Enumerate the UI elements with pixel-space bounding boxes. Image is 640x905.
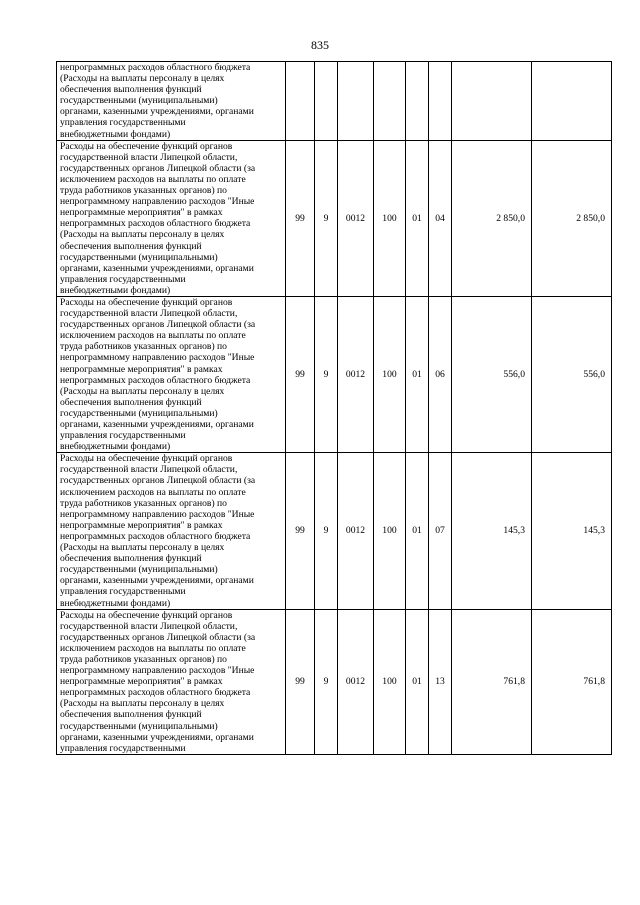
description-line: исключением расходов на выплаты по оплате [60,486,246,498]
table-row [57,296,612,452]
description-line: обеспечения выполнения функций [60,240,202,252]
description-line: (Расходы на выплаты персоналу в целях [60,698,225,710]
program-code-cell [286,62,315,141]
description-line: государственными (муниципальными) [60,407,218,419]
section-cell: 01 [406,453,429,609]
program-code-cell: 99 [286,296,315,452]
direction-code-cell [338,62,374,141]
budget-table [56,61,612,755]
description-line: управления государственными [60,430,186,442]
expense-type-cell: 100 [374,140,406,296]
table-row [57,140,612,296]
amount-total-cell: 556,0 [532,296,612,452]
program-code-cell: 99 [286,140,315,296]
description-line: труда работников указанных органов) по [60,341,227,353]
direction-code-cell: 0012 [338,296,374,452]
description-cell [57,296,286,452]
subprogram-code-cell: 9 [315,453,338,609]
section-cell: 01 [406,140,429,296]
description-line: непрограммные мероприятия" в рамках [60,363,223,375]
description-line: непрограммных расходов областного бюджета [60,62,251,73]
description-line: исключением расходов на выплаты по оплате [60,173,246,185]
program-code-cell: 99 [286,453,315,609]
description-line: непрограммные мероприятия" в рамках [60,207,223,219]
description-line: управления государственными [60,117,186,129]
subprogram-code-cell: 9 [315,609,338,754]
description-line: управления государственными [60,586,186,598]
description-line: (Расходы на выплаты персоналу в целях [60,385,225,397]
description-line: непрограммному направлению расходов "Иные [60,196,255,208]
subsection-cell: 13 [429,609,452,754]
amount-cell: 556,0 [452,296,532,452]
description-line: исключением расходов на выплаты по оплате [60,642,246,654]
description-line: государственными (муниципальными) [60,720,218,732]
amount-cell: 2 850,0 [452,140,532,296]
description-line: управления государственными [60,742,186,754]
table-row [57,453,612,609]
description-line: непрограммных расходов областного бюджета [60,218,251,230]
description-cell [57,609,286,754]
budget-table-body [57,62,612,755]
amount-total-cell: 145,3 [532,453,612,609]
amount-total-cell: 2 850,0 [532,140,612,296]
description-line: обеспечения выполнения функций [60,553,202,565]
description-line: государственными (муниципальными) [60,564,218,576]
description-line: внебюджетными фондами) [60,441,171,453]
description-line: исключением расходов на выплаты по оплате [60,330,246,342]
description-line: Расходы на обеспечение функций органов [60,296,233,308]
description-line: (Расходы на выплаты персоналу в целях [60,229,225,241]
description-line: государственной власти Липецкой области, [60,464,238,476]
description-line: государственной власти Липецкой области, [60,151,238,163]
description-line: обеспечения выполнения функций [60,396,202,408]
subprogram-code-cell [315,62,338,141]
expense-type-cell [374,62,406,141]
description-line: государственных органов Липецкой области (за [60,319,256,331]
description-line: государственными (муниципальными) [60,95,218,107]
amount-total-cell [532,62,612,141]
description-line: обеспечения выполнения функций [60,709,202,721]
subprogram-code-cell: 9 [315,140,338,296]
description-line: непрограммные мероприятия" в рамках [60,676,223,688]
description-line: труда работников указанных органов) по [60,497,227,509]
subsection-cell: 06 [429,296,452,452]
description-cell [57,140,286,296]
description-line: непрограммных расходов областного бюджета [60,687,251,699]
subsection-cell [429,62,452,141]
description-line: государственных органов Липецкой области (за [60,631,256,643]
description-line: государственными (муниципальными) [60,251,218,263]
description-line: государственной власти Липецкой области, [60,620,238,632]
description-line: внебюджетными фондами) [60,284,171,296]
description-line: органами, казенными учреждениями, органами [60,731,254,743]
description-line: непрограммные мероприятия" в рамках [60,519,223,531]
description-line: Расходы на обеспечение функций органов [60,140,233,152]
description-line: (Расходы на выплаты персоналу в целях [60,542,225,554]
description-line: труда работников указанных органов) по [60,185,227,197]
expense-type-cell: 100 [374,609,406,754]
table-row [57,62,612,141]
subprogram-code-cell: 9 [315,296,338,452]
direction-code-cell: 0012 [338,453,374,609]
amount-cell [452,62,532,141]
table-row [57,609,612,754]
description-line: государственных органов Липецкой области (за [60,475,256,487]
amount-cell: 145,3 [452,453,532,609]
description-line: органами, казенными учреждениями, органами [60,419,254,430]
subsection-cell: 04 [429,140,452,296]
section-cell: 01 [406,296,429,452]
description-line: непрограммному направлению расходов "Иные [60,352,255,364]
description-line: труда работников указанных органов) по [60,653,227,665]
description-line: непрограммных расходов областного бюджета [60,530,251,542]
description-line: непрограммному направлению расходов "Иные [60,508,255,520]
description-line: (Расходы на выплаты персоналу в целях [60,73,225,85]
description-line: Расходы на обеспечение функций органов [60,609,233,621]
expense-type-cell: 100 [374,453,406,609]
description-line: управления государственными [60,273,186,285]
description-line: государственной власти Липецкой области, [60,308,238,320]
description-line: органами, казенными учреждениями, органами [60,262,254,274]
direction-code-cell: 0012 [338,609,374,754]
description-line: непрограммных расходов областного бюджета [60,374,251,386]
expense-type-cell: 100 [374,296,406,452]
description-line: обеспечения выполнения функций [60,84,202,96]
description-line: внебюджетными фондами) [60,128,171,140]
description-cell [57,62,286,141]
description-line: государственных органов Липецкой области (за [60,162,256,174]
page-number: 835 [311,38,329,52]
description-line: непрограммному направлению расходов "Иные [60,665,255,677]
description-line: внебюджетными фондами) [60,597,171,609]
section-cell [406,62,429,141]
description-line: Расходы на обеспечение функций органов [60,453,233,465]
description-line: органами, казенными учреждениями, органами [60,106,254,118]
description-line: органами, казенными учреждениями, органами [60,575,254,587]
subsection-cell: 07 [429,453,452,609]
section-cell: 01 [406,609,429,754]
amount-cell: 761,8 [452,609,532,754]
direction-code-cell: 0012 [338,140,374,296]
amount-total-cell: 761,8 [532,609,612,754]
description-cell [57,453,286,609]
program-code-cell: 99 [286,609,315,754]
